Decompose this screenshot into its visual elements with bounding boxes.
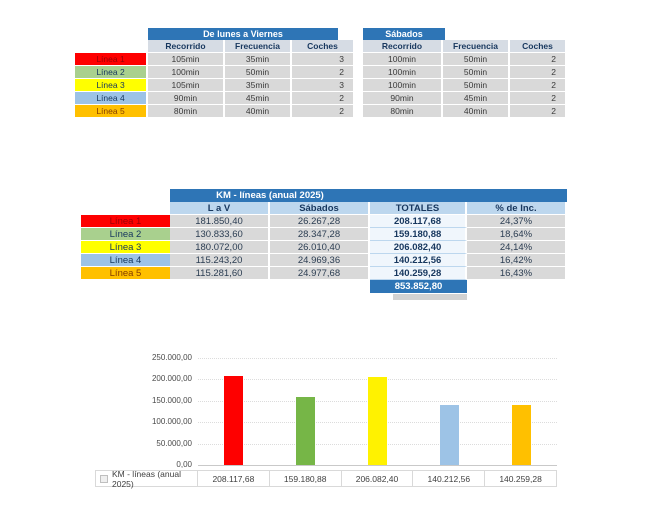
chart-series-label: KM - líneas (anual 2025) [112,468,181,489]
km-total-spacer [393,294,467,300]
table-row [363,92,565,105]
km-header-row [170,202,567,215]
y-axis-tick-label: 50.000,00 [156,438,192,448]
table-row [363,53,565,66]
col-header-lav: L a V [170,202,270,215]
saturday-header-row [363,40,565,53]
coches-cell: 3 [292,79,353,92]
table-row [363,79,565,92]
sabados-cell: 24.969,36 [270,254,370,267]
bar-línea-3 [368,377,387,465]
pct-cell: 24,37% [467,215,567,228]
lav-cell: 181.850,40 [170,215,270,228]
saturday-table [363,28,565,118]
weekday-table-title: De lunes a Viernes [148,28,338,40]
totales-cell: 140.259,28 [370,267,467,280]
frecuencia-cell: 50min [443,79,510,92]
frecuencia-cell: 50min [443,66,510,79]
y-axis-tick-label: 150.000,00 [151,395,192,405]
table-row [363,105,565,118]
coches-cell: 2 [292,66,353,79]
totales-cell: 206.082,40 [370,241,467,254]
frecuencia-cell: 50min [443,53,510,66]
line-label: Línea 3 [81,241,170,254]
lav-cell: 130.833,60 [170,228,270,241]
line-label: Línea 1 [75,53,146,66]
pct-cell: 18,64% [467,228,567,241]
coches-cell: 2 [292,105,353,118]
recorrido-cell: 90min [363,92,443,105]
km-grand-total: 853.852,80 [370,280,467,293]
recorrido-cell: 100min [363,53,443,66]
frecuencia-cell: 35min [225,79,292,92]
line-label: Línea 2 [75,66,146,79]
coches-cell: 2 [292,92,353,105]
line-label: Línea 5 [75,105,146,118]
coches-cell: 2 [510,105,565,118]
col-header-totales: TOTALES [370,202,467,215]
km-table-title: KM - líneas (anual 2025) [216,190,324,201]
frecuencia-cell: 40min [443,105,510,118]
frecuencia-cell: 35min [225,53,292,66]
sabados-cell: 24.977,68 [270,267,370,280]
table-row [148,105,353,118]
pct-cell: 16,43% [467,267,567,280]
table-row [148,79,353,92]
legend-key-icon [100,475,108,483]
recorrido-cell: 90min [148,92,225,105]
col-header-frecuencia: Frecuencia [443,40,510,53]
recorrido-cell: 100min [363,79,443,92]
table-row [148,92,353,105]
totales-cell: 208.117,68 [370,215,467,228]
chart-table-value: 208.117,68 [198,470,270,487]
line-label: Línea 4 [81,254,170,267]
frecuencia-cell: 40min [225,105,292,118]
km-row [170,215,567,228]
pct-cell: 24,14% [467,241,567,254]
coches-cell: 3 [292,53,353,66]
table-row [363,66,565,79]
col-header-sabados: Sábados [270,202,370,215]
km-row [170,267,567,280]
chart-series-label-cell [95,470,198,487]
x-axis-line [198,465,557,466]
km-row [170,254,567,267]
table-row [148,66,353,79]
col-header-frecuencia: Frecuencia [225,40,292,53]
recorrido-cell: 80min [363,105,443,118]
gridline [198,358,557,359]
coches-cell: 2 [510,66,565,79]
col-header-coches: Coches [510,40,565,53]
bar-línea-5 [512,405,531,465]
weekday-header-row [148,40,353,53]
chart-table-value: 159.180,88 [270,470,342,487]
lav-cell: 180.072,00 [170,241,270,254]
line-label: Línea 4 [75,92,146,105]
coches-cell: 2 [510,79,565,92]
line-label: Línea 5 [81,267,170,280]
bar-línea-1 [224,376,243,465]
frecuencia-cell: 50min [225,66,292,79]
y-axis-tick-label: 200.000,00 [151,374,192,384]
chart-table-value: 206.082,40 [342,470,414,487]
frecuencia-cell: 45min [443,92,510,105]
chart-table-value: 140.212,56 [413,470,485,487]
weekday-table [148,28,353,118]
pct-cell: 16,42% [467,254,567,267]
recorrido-cell: 100min [148,66,225,79]
frecuencia-cell: 45min [225,92,292,105]
coches-cell: 2 [510,53,565,66]
sabados-cell: 26.010,40 [270,241,370,254]
totales-cell: 140.212,56 [370,254,467,267]
bar-línea-4 [440,405,459,465]
line-label: Línea 2 [81,228,170,241]
y-axis-tick-label: 0,00 [176,460,192,469]
col-header-recorrido: Recorrido [148,40,225,53]
line-label: Línea 3 [75,79,146,92]
km-bar-chart [85,345,570,495]
lav-cell: 115.243,20 [170,254,270,267]
km-table-title-bar [170,189,567,202]
bar-línea-2 [296,397,315,465]
y-axis-tick-label: 250.000,00 [151,353,192,362]
recorrido-cell: 105min [148,53,225,66]
lav-cell: 115.281,60 [170,267,270,280]
km-row [170,228,567,241]
weekday-line-labels [75,53,146,118]
saturday-table-title: Sábados [363,28,445,40]
sabados-cell: 28.347,28 [270,228,370,241]
recorrido-cell: 105min [148,79,225,92]
table-row [148,53,353,66]
line-label: Línea 1 [81,215,170,228]
chart-table-value: 140.259,28 [485,470,557,487]
recorrido-cell: 100min [363,66,443,79]
y-axis-tick-label: 100.000,00 [151,417,192,427]
recorrido-cell: 80min [148,105,225,118]
sabados-cell: 26.267,28 [270,215,370,228]
col-header-recorrido: Recorrido [363,40,443,53]
coches-cell: 2 [510,92,565,105]
col-header-pct-inc: % de Inc. [467,202,567,215]
col-header-coches: Coches [292,40,353,53]
km-line-labels [81,215,170,280]
km-row [170,241,567,254]
km-table [170,189,567,280]
totales-cell: 159.180,88 [370,228,467,241]
